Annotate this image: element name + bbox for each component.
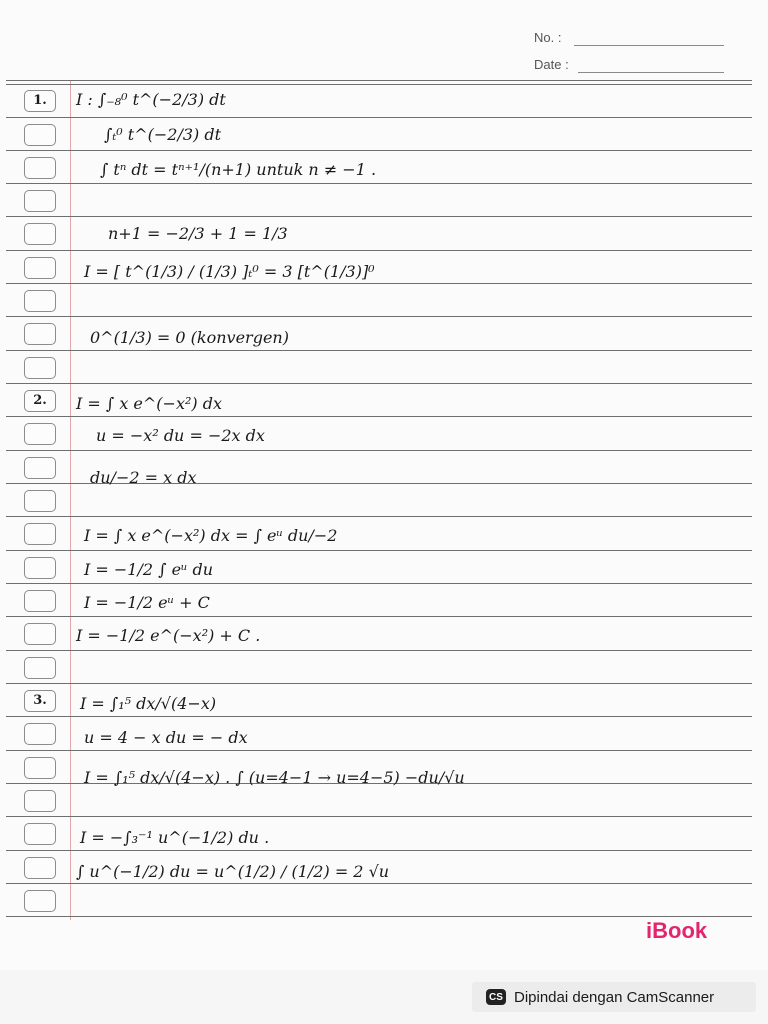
rule-line xyxy=(6,316,752,317)
margin-checkbox xyxy=(24,623,56,645)
margin-checkbox xyxy=(24,857,56,879)
margin-checkbox xyxy=(24,523,56,545)
margin-checkbox xyxy=(24,723,56,745)
math-line: I = −1/2 eᵘ + C xyxy=(84,593,210,612)
rule-line xyxy=(6,383,752,384)
rule-line xyxy=(6,616,752,617)
math-line: I = −1/2 ∫ eᵘ du xyxy=(84,560,214,579)
margin-checkbox xyxy=(24,557,56,579)
rule-line xyxy=(6,80,752,81)
camscanner-icon: CS xyxy=(486,989,506,1005)
rule-line xyxy=(6,816,752,817)
no-label: No. : xyxy=(534,30,562,45)
margin-checkbox xyxy=(24,323,56,345)
margin-checkbox xyxy=(24,457,56,479)
rule-line xyxy=(6,716,752,717)
margin-checkbox xyxy=(24,890,56,912)
margin-line xyxy=(70,80,71,920)
math-line: I : ∫₋₈⁰ t^(−2/3) dt xyxy=(76,90,226,109)
rule-line xyxy=(6,516,752,517)
date-label: Date : xyxy=(534,57,569,72)
margin-checkbox xyxy=(24,423,56,445)
math-line: ∫ tⁿ dt = tⁿ⁺¹/(n+1) untuk n ≠ −1 . xyxy=(100,160,377,179)
margin-checkbox xyxy=(24,257,56,279)
math-line: ∫ₜ⁰ t^(−2/3) dt xyxy=(104,125,222,144)
math-line: I = ∫₁⁵ dx/√(4−x) . ∫ (u=4−1 → u=4−5) −du/√u xyxy=(84,768,465,787)
ibook-logo: iBook xyxy=(646,918,708,943)
math-line: I = ∫ x e^(−x²) dx = ∫ eᵘ du/−2 xyxy=(84,526,338,545)
rule-line xyxy=(6,150,752,151)
margin-checkbox xyxy=(24,590,56,612)
rule-line xyxy=(6,750,752,751)
rule-line xyxy=(6,117,752,118)
rule-line xyxy=(6,550,752,551)
math-line: n+1 = −2/3 + 1 = 1/3 xyxy=(108,224,288,243)
problem-number: 1. xyxy=(33,93,47,108)
margin-checkbox xyxy=(24,757,56,779)
margin-checkbox xyxy=(24,823,56,845)
no-line xyxy=(574,45,724,46)
problem-number: 3. xyxy=(33,693,47,708)
math-line: I = ∫₁⁵ dx/√(4−x) xyxy=(80,694,217,713)
rule-line xyxy=(6,183,752,184)
problem-number: 2. xyxy=(33,393,47,408)
math-line: I = [ t^(1/3) / (1/3) ]ₜ⁰ = 3 [t^(1/3)]⁰ xyxy=(84,262,375,281)
math-line: u = 4 − x du = − dx xyxy=(84,728,248,747)
rule-line xyxy=(6,350,752,351)
math-line: u = −x² du = −2x dx xyxy=(96,426,265,445)
margin-checkbox xyxy=(24,490,56,512)
rule-line xyxy=(6,250,752,251)
math-line: I = ∫ x e^(−x²) dx xyxy=(76,394,222,413)
rule-line xyxy=(6,916,752,917)
rule-line xyxy=(6,283,752,284)
margin-checkbox xyxy=(24,290,56,312)
math-line: ∫ u^(−1/2) du = u^(1/2) / (1/2) = 2 √u xyxy=(76,862,390,881)
math-line: du/−2 = x dx xyxy=(90,468,197,487)
margin-checkbox xyxy=(24,157,56,179)
margin-checkbox xyxy=(24,790,56,812)
rule-line xyxy=(6,84,752,85)
margin-checkbox xyxy=(24,357,56,379)
margin-checkbox xyxy=(24,657,56,679)
camscanner-text: Dipindai dengan CamScanner xyxy=(514,988,715,1006)
rule-line xyxy=(6,583,752,584)
rule-line xyxy=(6,216,752,217)
math-line: 0^(1/3) = 0 (konvergen) xyxy=(90,328,289,347)
rule-line xyxy=(6,883,752,884)
rule-line xyxy=(6,450,752,451)
margin-checkbox xyxy=(24,223,56,245)
margin-checkbox xyxy=(24,124,56,146)
rule-line xyxy=(6,416,752,417)
rule-line xyxy=(6,850,752,851)
date-line xyxy=(578,72,724,73)
rule-line xyxy=(6,650,752,651)
rule-line xyxy=(6,683,752,684)
margin-checkbox xyxy=(24,190,56,212)
math-line: I = −1/2 e^(−x²) + C . xyxy=(76,626,261,645)
math-line: I = −∫₃⁻¹ u^(−1/2) du . xyxy=(80,828,270,847)
camscanner-banner xyxy=(472,982,756,1012)
